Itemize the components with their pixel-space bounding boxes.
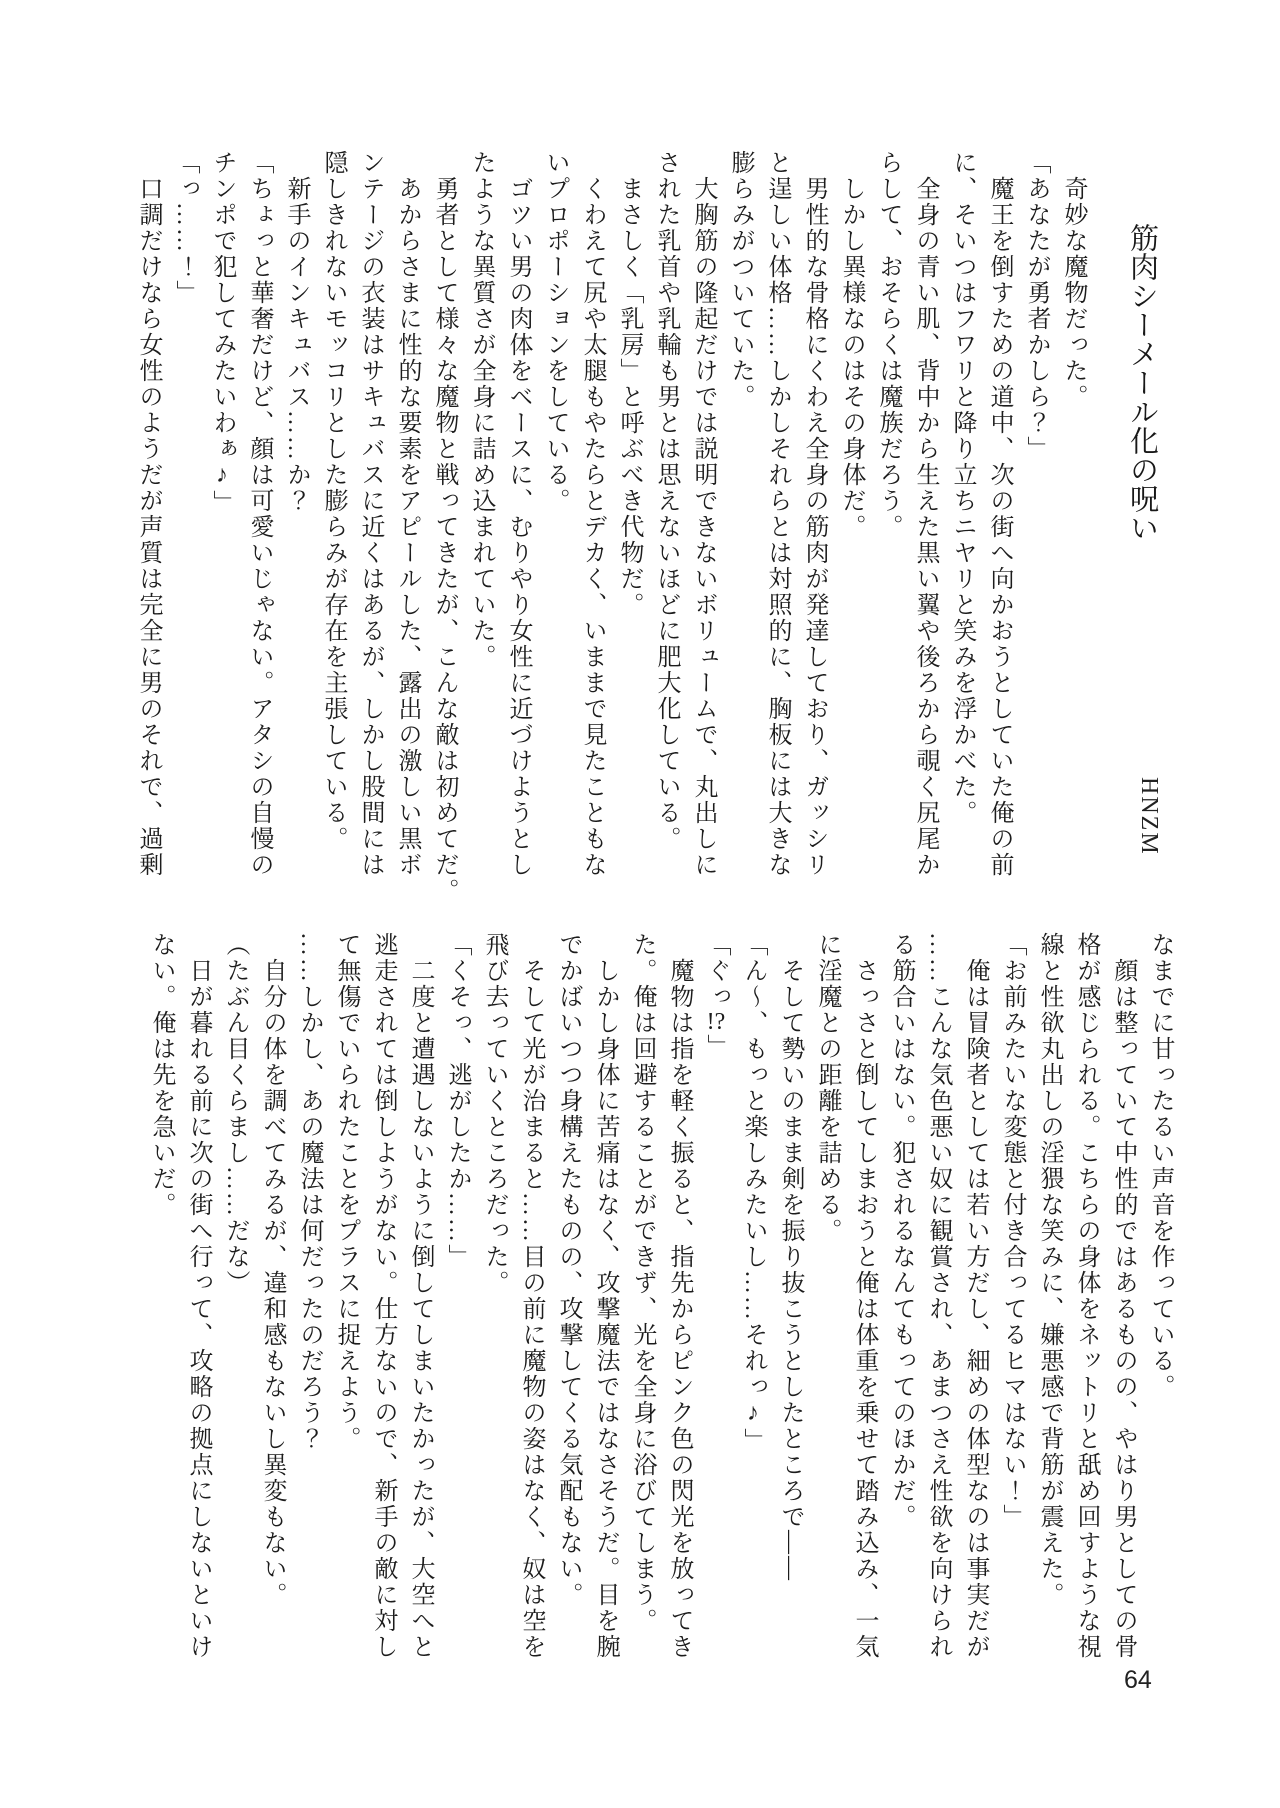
- text-line: 「ちょっと華奢だけど、顔は可愛いじゃない。アタシの自慢の: [246, 150, 272, 878]
- text-line: 「ぐっ!?」: [703, 932, 729, 1060]
- author-credit: HNZM: [1136, 777, 1162, 856]
- text-line: 口調だけなら女性のようだが声質は完全に男のそれで、過剰: [135, 150, 161, 878]
- text-line: 膨らみがついていた。: [727, 150, 753, 410]
- main-text-block-upper: [129, 150, 1091, 914]
- text-line: 二度と遭遇しないように倒してしまいたかったが、大空へと: [407, 932, 433, 1660]
- text-line: そして勢いのまま剣を振り抜こうとしたところで――: [777, 932, 803, 1582]
- text-line: さっさと倒してしまおうと俺は体重を乗せて踏み込み、一気: [851, 932, 877, 1660]
- text-line: 隠しきれないモッコリとした膨らみが存在を主張している。: [320, 150, 346, 852]
- text-line: された乳首や乳輪も男とは思えないほどに肥大化している。: [653, 150, 679, 852]
- text-line: 「ん〜、もっと楽しみたいし……それっ♪」: [740, 932, 766, 1454]
- text-line: 男性的な骨格にくわえ全身の筋肉が発達しており、ガッシリ: [801, 150, 827, 878]
- text-line: 逃走されては倒しようがない。仕方ないので、新手の敵に対し: [370, 932, 396, 1660]
- text-line: 勇者として様々な魔物と戦ってきたが、こんな敵は初めてだ。: [431, 150, 457, 904]
- text-line: 自分の体を調べてみるが、違和感もないし異変もない。: [259, 932, 285, 1608]
- text-line: いプロポーションをしている。: [542, 150, 568, 514]
- page-number: 64: [1124, 1666, 1152, 1694]
- text-line: 格が感じられる。こちらの身体をネットリと舐め回すような視: [1073, 932, 1099, 1660]
- text-line: でかばいつつ身構えたものの、攻撃してくる気配もない。: [555, 932, 581, 1608]
- text-line: あからさまに性的な要素をアピールした、露出の激しい黒ボ: [394, 150, 420, 878]
- text-line: 全身の青い肌、背中から生えた黒い翼や後ろから覗く尻尾か: [912, 150, 938, 878]
- text-line: なまでに甘ったるい声音を作っている。: [1147, 932, 1173, 1400]
- main-text-block-lower: [142, 932, 1178, 1696]
- text-line: に淫魔との距離を詰める。: [814, 932, 840, 1244]
- text-line: ンテージの衣装はサキュバスに近くはあるが、しかし股間には: [357, 150, 383, 878]
- text-line: ゴツい男の肉体をベースに、むりやり女性に近づけようとし: [505, 150, 531, 878]
- text-line: まさしく「乳房」と呼ぶべき代物だ。: [616, 150, 642, 618]
- text-line: 魔王を倒すための道中、次の街へ向かおうとしていた俺の前: [986, 150, 1012, 878]
- text-line: 顔は整っていて中性的ではあるものの、やはり男としての骨: [1110, 932, 1136, 1660]
- text-line: ない。俺は先を急いだ。: [148, 932, 174, 1218]
- text-line: チンポで犯してみたいわぁ♪」: [209, 150, 235, 516]
- text-line: 線と性欲丸出しの淫猥な笑みに、嫌悪感で背筋が震えた。: [1036, 932, 1062, 1608]
- page-title: 筋肉シーメール化の呪い: [1126, 223, 1158, 542]
- text-line: た。俺は回避することができず、光を全身に浴びてしまう。: [629, 932, 655, 1634]
- text-line: 奇妙な魔物だった。: [1060, 150, 1086, 410]
- text-line: 日が暮れる前に次の街へ行って、攻略の拠点にしないといけ: [185, 932, 211, 1660]
- text-line: らして、おそらくは魔族だろう。: [875, 150, 901, 540]
- text-line: と逞しい体格……しかしそれらとは対照的に、胸板には大きな: [764, 150, 790, 878]
- text-line: しかし異様なのはその身体だ。: [838, 150, 864, 540]
- text-line: 「っ……！」: [172, 150, 198, 306]
- text-line: くわえて尻や太腿もやたらとデカく、いままで見たこともな: [579, 150, 605, 878]
- text-line: そして光が治まると……目の前に魔物の姿はなく、奴は空を: [518, 932, 544, 1660]
- text-line: る筋合いはない。犯されるなんてもってのほかだ。: [888, 932, 914, 1530]
- text-line: 飛び去っていくところだった。: [481, 932, 507, 1296]
- text-line: たような異質さが全身に詰め込まれていた。: [468, 150, 494, 670]
- text-line: 「お前みたいな変態と付き合ってるヒマはない！」: [999, 932, 1025, 1530]
- text-line: 大胸筋の隆起だけでは説明できないボリュームで、丸出しに: [690, 150, 716, 878]
- text-line: 「くそっ、逃がしたか……」: [444, 932, 470, 1270]
- text-line: 新手のインキュバス……か？: [283, 150, 309, 514]
- text-line: に、そいつはフワリと降り立ちニヤリと笑みを浮かべた。: [949, 150, 975, 826]
- text-line: （たぶん目くらまし……だな）: [222, 932, 248, 1296]
- tatechuyoko: !?: [706, 1010, 726, 1034]
- text-line: ……しかし、あの魔法は何だったのだろう？: [296, 932, 322, 1452]
- text-line: 俺は冒険者としては若い方だし、細めの体型なのは事実だが: [962, 932, 988, 1660]
- text-line: しかし身体に苦痛はなく、攻撃魔法ではなさそうだ。目を腕: [592, 932, 618, 1660]
- text-line: て無傷でいられたことをプラスに捉えよう。: [333, 932, 359, 1452]
- text-line: 魔物は指を軽く振ると、指先からピンク色の閃光を放ってき: [666, 932, 692, 1660]
- text-line: 「あなたが勇者かしら？」: [1023, 150, 1049, 462]
- text-line: ……こんな気色悪い奴に観賞され、あまつさえ性欲を向けられ: [925, 932, 951, 1660]
